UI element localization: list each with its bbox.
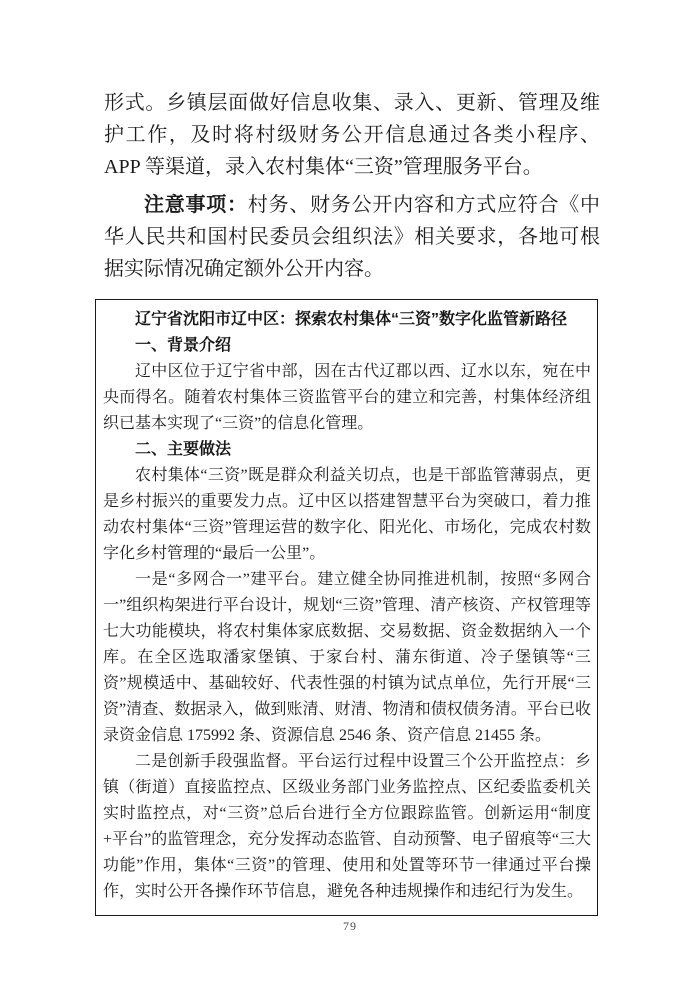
case-box-title: 辽宁省沈阳市辽中区：探索农村集体“三资”数字化监管新路径 <box>135 311 568 328</box>
notice-label: 注意事项： <box>144 194 248 216</box>
page-number: 79 <box>343 919 357 933</box>
section-heading-background: 一、背景介绍 <box>135 337 232 354</box>
section-practices-paragraph-platform: 一是“多网合一”建平台。建立健全协同推进机制，按照“多网合一”组织构架进行平台设计，规划“三资”管理、清产核资、产权管理等七大功能模块，将农村集体家底数据、交易数据、资金数据纳入一个库。在全区选取潘家堡镇、于家台村、蒲东街道、冷子堡镇等“三资”规模适中、基础较好、代表性强的村镇为试点单位，先行开展“三资”清查、数据录入，做到账清、财清、物清和债权债务清。平台已收录资金信息 175992 条、资源信息 2546 条、资产信息 21455 条。 <box>103 571 591 744</box>
notice-body: 村务、财务公开内容和方式应符合《中华人民共和国村民委员会组织法》相关要求，各地可根据实际情况确定额外公开内容。 <box>104 194 601 280</box>
section-practices-paragraph-supervision: 二是创新手段强监督。平台运行过程中设置三个公开监控点：乡镇（街道）直接监控点、区级业务部门业务监控点、区纪委监委机关实时监控点，对“三资”总后台进行全方位跟踪监管。创新运用“制度+平台”的监管理念，充分发挥动态监管、自动预警、电子留痕等“三大功能”作用，集体“三资”的管理、使用和处置等环节一律通过平台操作，实时公开各操作环节信息，避免各种违规操作和违纪行为发生。 <box>103 753 591 900</box>
paragraph-continued: 形式。乡镇层面做好信息收集、录入、更新、管理及维护工作，及时将村级财务公开信息通过各类小程序、APP 等渠道，录入农村集体“三资”管理服务平台。 <box>104 92 600 178</box>
section-practices-paragraph-intro: 农村集体“三资”既是群众利益关切点，也是干部监管薄弱点，更是乡村振兴的重要发力点。辽中区以搭建智慧平台为突破口，着力推动农村集体“三资”管理运营的数字化、阳光化、市场化，完成农村数字化乡村管理的“最后一公里”。 <box>103 467 591 562</box>
section-heading-main-practices: 二、主要做法 <box>135 441 232 458</box>
section-background-paragraph: 辽中区位于辽宁省中部，因在古代辽郡以西、辽水以东，宛在中央而得名。随着农村集体三资监管平台的建立和完善，村集体经济组织已基本实现了“三资”的信息化管理。 <box>103 363 591 432</box>
case-study-box <box>95 299 598 916</box>
paragraph-notice <box>104 189 600 285</box>
